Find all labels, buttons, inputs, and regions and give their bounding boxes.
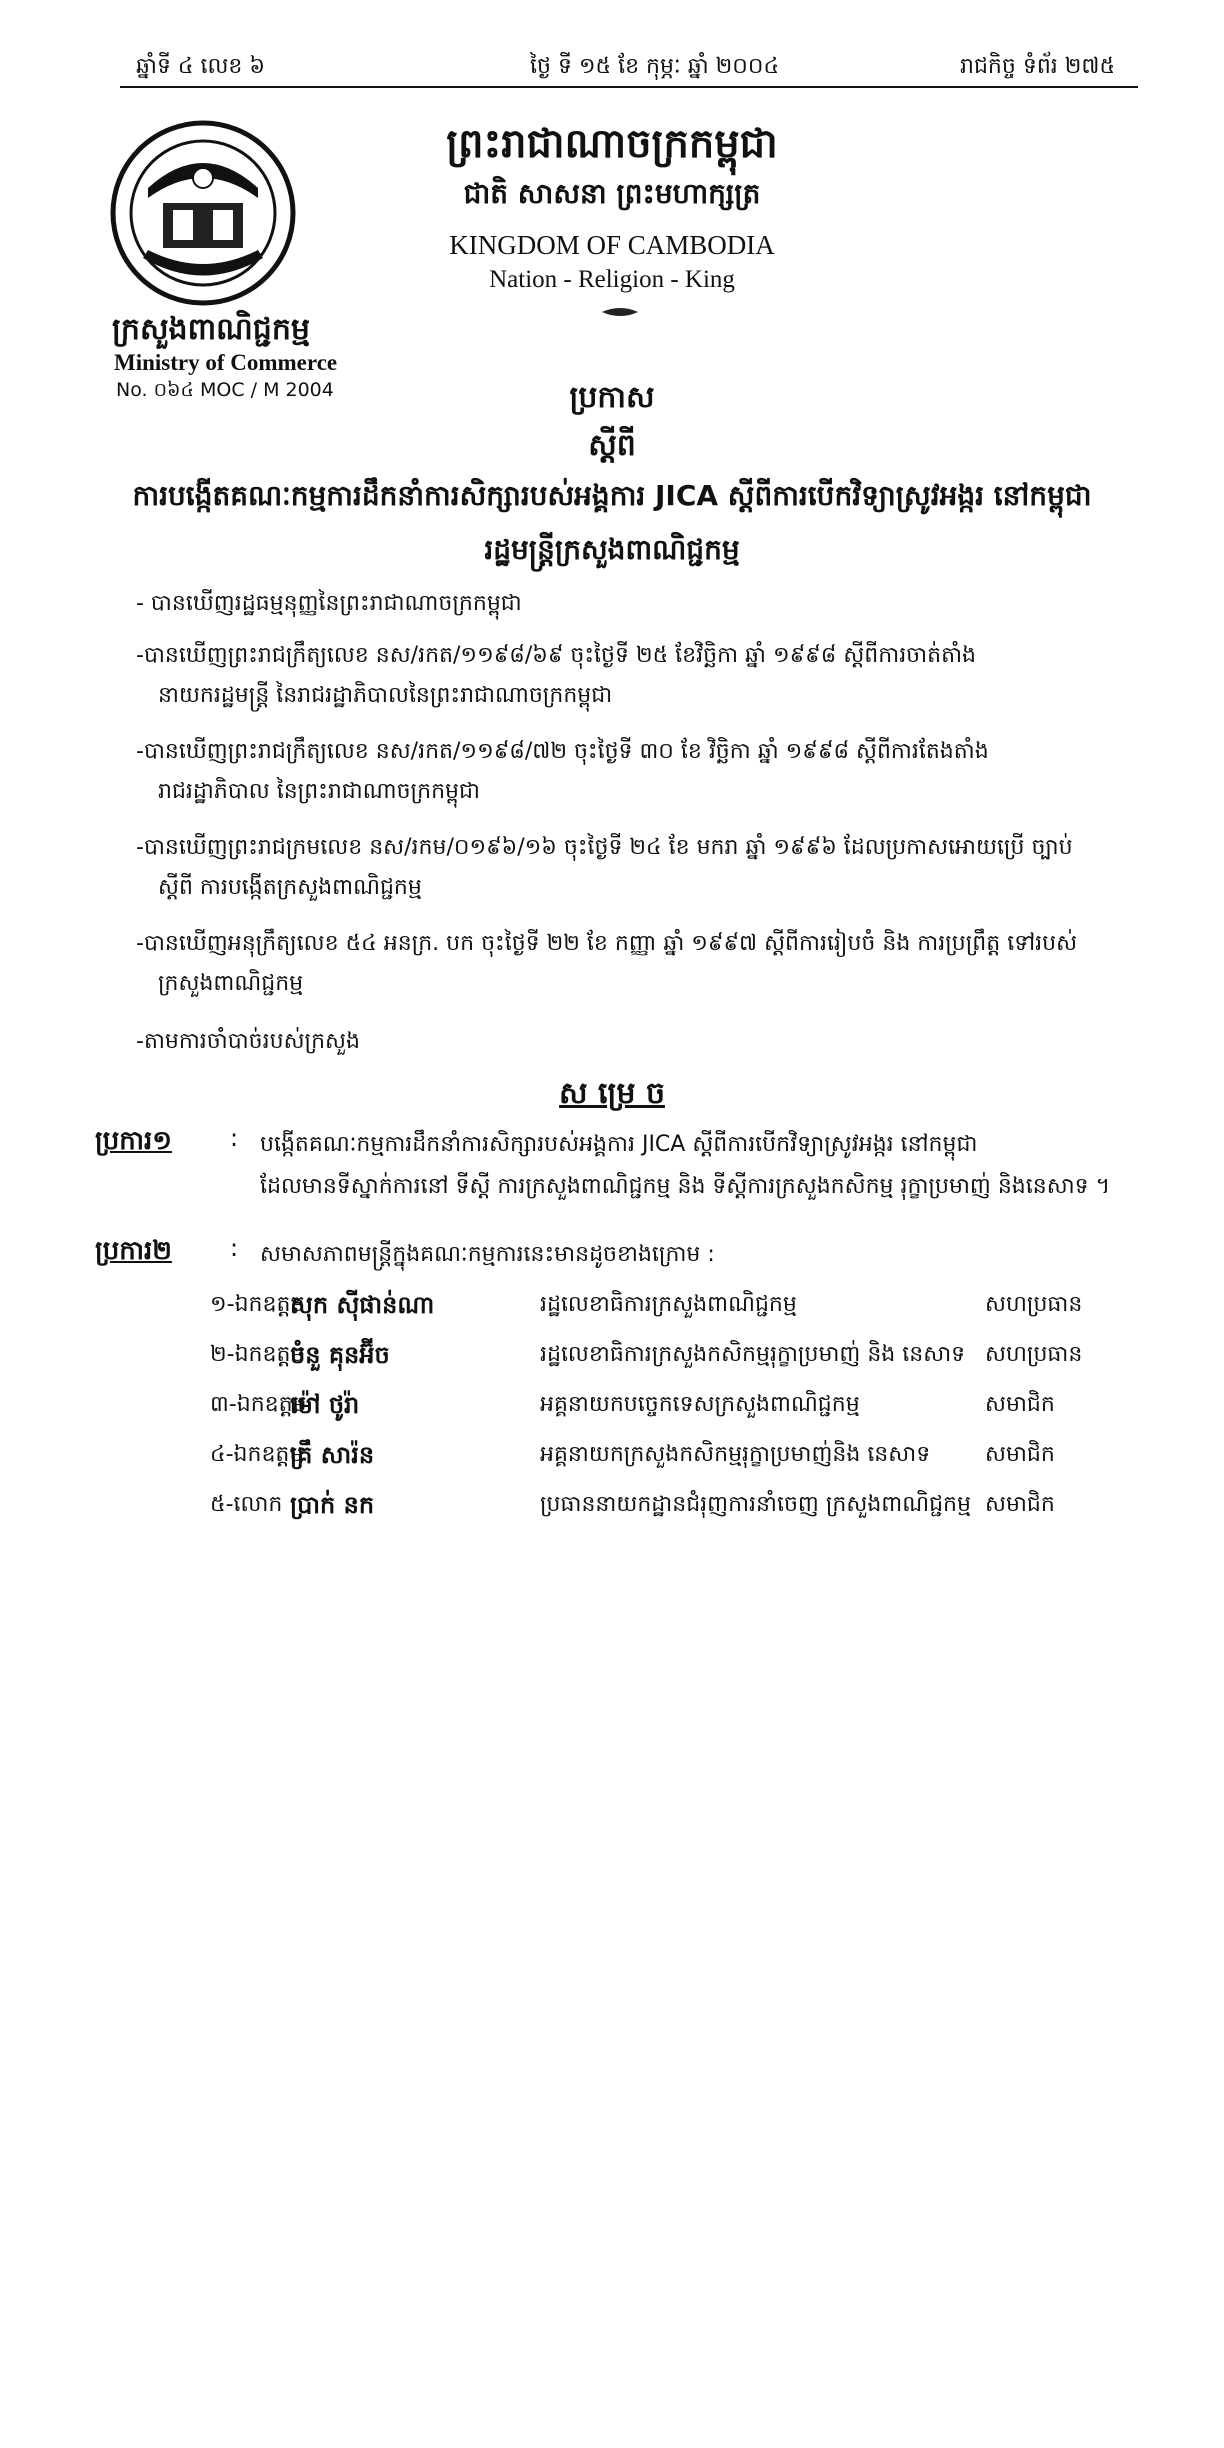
doc-subject: ការបង្កើតគណៈកម្មការដឹកនាំការសិក្សារបស់អង្គការ JICA ស្តីពីការបើកវិទ្យាស្រូវអង្ករ នៅកម្ពុជា	[132, 479, 1092, 512]
ornament-divider-icon	[600, 306, 640, 318]
member-row: ២-ឯកឧត្តម ចំនួ គុនអ៊ីច រដ្ឋលេខាធិការក្រសួងកសិកម្មរុក្ខាប្រមាញ់ និង នេសាទ សហប្រធាន	[210, 1341, 1083, 1369]
member-row: ១-ឯកឧត្តម សុក ស៊ីផាន់ណា រដ្ឋលេខាធិការក្រសួងពាណិជ្ជកម្ម សហប្រធាន	[210, 1291, 1083, 1319]
article-2-intro: សមាសភាពមន្ត្រីក្នុងគណៈកម្មការនេះមានដូចខាងក្រោម :	[260, 1242, 715, 1267]
doc-about: ស្តីពី	[588, 428, 636, 463]
article-2-label: ប្រការ២	[95, 1236, 172, 1266]
reference-1: - បានឃើញរដ្ឋធម្មនុញ្ញនៃព្រះរាជាណាចក្រកម្ពុជា	[136, 591, 522, 616]
doc-type: ប្រកាស	[569, 380, 655, 415]
article-1-colon: :	[230, 1124, 239, 1152]
kingdom-title-en: KINGDOM OF CAMBODIA	[449, 230, 775, 260]
reference-2: -បានឃើញព្រះរាជក្រឹត្យលេខ នស/រកត/១១៩៨/៦៩ ចុះថ្ងៃទី ២៥ ខែវិច្ឆិកា ឆ្នាំ ១៩៩៨ ស្តីពីការចាត់តាំង នាយករដ្ឋមន្ត្រី នៃរាជរដ្ឋាភិបាលនៃព្រះរាជាណាចក្រកម្ពុជា	[136, 643, 976, 708]
ministry-name-kh: ក្រសួងពាណិជ្ជកម្ម	[112, 312, 310, 347]
member-row: ៤-ឯកឧត្តម គ្រឹ សារ៉ន អគ្គនាយកក្រសួងកសិកម្មរុក្ខាប្រមាញ់និង នេសាទ សមាជិក	[210, 1441, 1055, 1469]
member-row: ៣-ឯកឧត្តម ម៉ៅ ថូរ៉ា អគ្គនាយកបច្ចេកទេសក្រសួងពាណិជ្ជកម្ម សមាជិក	[210, 1391, 1055, 1419]
kingdom-motto-en: Nation - Religion - King	[489, 266, 735, 293]
article-1-label: ប្រការ១	[95, 1126, 172, 1156]
reference-4: -បានឃើញព្រះរាជក្រមលេខ នស/រកម/០១៩៦/១៦ ចុះថ្ងៃទី ២៤ ខែ មករា ឆ្នាំ ១៩៩៦ ដែលប្រកាសអោយប្រើ ច្បាប់ ស្តីពី ការបង្កើតក្រសួងពាណិជ្ជកម្ម	[136, 835, 1073, 900]
decision-heading: ស ម្រេ ច	[559, 1076, 665, 1111]
kingdom-title-kh: ព្រះរាជាណាចក្រកម្ពុជា	[446, 121, 778, 167]
ministry-name-en: Ministry of Commerce	[114, 350, 338, 375]
reference-6: -តាមការចាំបាច់របស់ក្រសួង	[136, 1029, 360, 1054]
document-number: No. ០៦៤ MOC / M 2004	[116, 379, 334, 401]
reference-3: -បានឃើញព្រះរាជក្រឹត្យលេខ នស/រកត/១១៩៨/៧២ ចុះថ្ងៃទី ៣០ ខែ វិច្ឆិកា ឆ្នាំ ១៩៩៨ ស្តីពីការតែងតាំង រាជរដ្ឋាភិបាល នៃព្រះរាជាណាចក្រកម្ពុជា	[136, 739, 989, 804]
member-row: ៥-លោក ប្រាក់ នក ប្រធាននាយកដ្ឋានជំរុញការនាំចេញ ក្រសួងពាណិជ្ជកម្ម សមាជិក	[210, 1491, 1055, 1519]
gazette-year-issue: ឆ្នាំទី ៤ លេខ ៦	[136, 54, 265, 79]
doc-issuer: រដ្ឋមន្ត្រីក្រសួងពាណិជ្ជកម្ម	[484, 533, 740, 566]
article-1-text: បង្កើតគណៈកម្មការដឹកនាំការសិក្សារបស់អង្គការ JICA ស្តីពីការបើកវិទ្យាស្រូវអង្ករ នៅកម្ពុជា ដែលមានទីស្នាក់ការនៅ ទីស្តី ការក្រសួងពាណិជ្ជកម្ម និង ទីស្តីការក្រសួងកសិកម្ម រុក្ខាប្រមាញ់ និងនេសាទ ។	[260, 1132, 1111, 1199]
reference-5: -បានឃើញអនុក្រឹត្យលេខ ៥៤ អនក្រ. បក ចុះថ្ងៃទី ២២ ខែ កញ្ញា ឆ្នាំ ១៩៩៧ ស្តីពីការរៀបចំ និង ការប្រព្រឹត្ត ទៅរបស់ ក្រសួងពាណិជ្ជកម្ម	[136, 931, 1078, 996]
article-2-colon: :	[230, 1234, 239, 1262]
header-rule	[120, 86, 1138, 88]
gazette-page: រាជកិច្ច ទំព័រ ២៧៥	[960, 54, 1116, 79]
kingdom-motto-kh: ជាតិ សាសនា ព្រះមហាក្សត្រ	[463, 177, 761, 210]
gazette-date: ថ្ងៃ ទី ១៥ ខែ កុម្ភៈ ឆ្នាំ ២០០៤	[530, 54, 780, 79]
